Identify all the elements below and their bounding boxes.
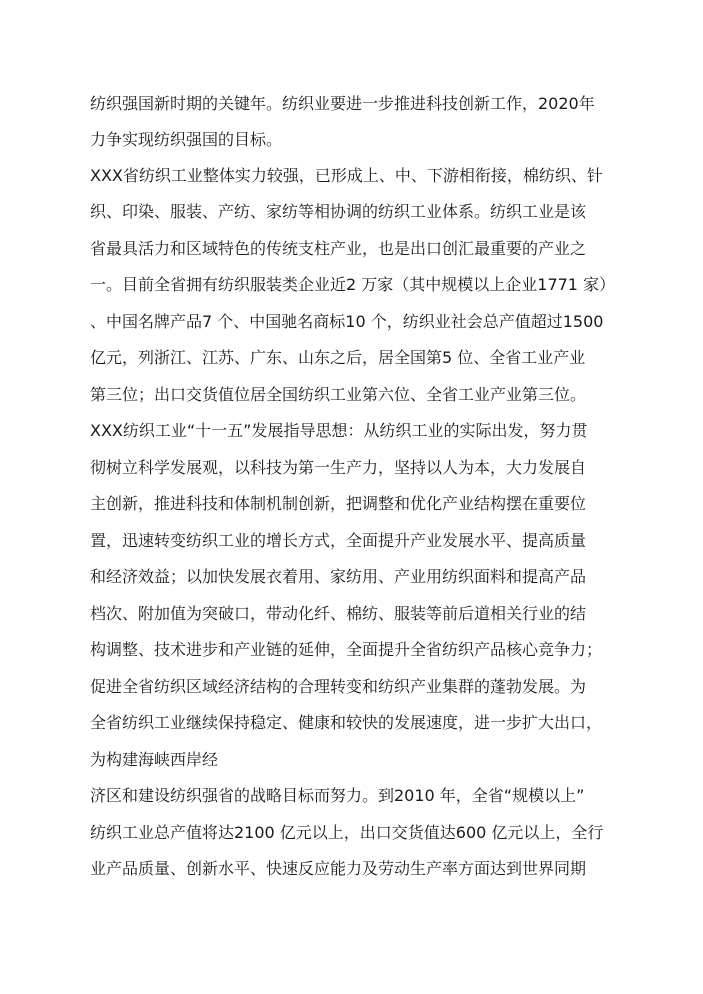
text-line: 业产品质量、创新水平、快速反应能力及劳动生产率方面达到世界同期 xyxy=(90,859,587,878)
text-line: XXX纺织工业“十一五”发展指导思想：从纺织工业的实际出发，努力贯 xyxy=(90,421,588,440)
text-line: 为构建海峡西岸经 xyxy=(90,750,219,769)
text-line: 纺织工业总产值将达2100 亿元以上，出口交货值达600 亿元以上，全行 xyxy=(90,823,604,842)
text-line: 一。目前全省拥有纺织服装类企业近2 万家（其中规模以上企业1771 家） xyxy=(90,275,616,294)
text-line: XXX省纺织工业整体实力较强，已形成上、中、下游相衔接，棉纺织、针 xyxy=(90,166,603,185)
text-line: 济区和建设纺织强省的战略目标而努力。到2010 年，全省“规模以上” xyxy=(90,786,585,805)
text-line: 力争实现纺织强国的目标。 xyxy=(90,130,283,149)
text-line: 织、印染、服装、产纺、家纺等相协调的纺织工业体系。纺织工业是该 xyxy=(90,202,587,221)
text-line: 全省纺织工业继续保持稳定、健康和较快的发展速度，进一步扩大出口， xyxy=(90,713,603,732)
text-line: 彻树立科学发展观，以科技为第一生产力，坚持以人为本，大力发展自 xyxy=(90,458,587,477)
text-line: 纺织强国新时期的关键年。纺织业要进一步推进科技创新工作，2020年 xyxy=(90,94,595,113)
text-line: 构调整、技术进步和产业链的延伸，全面提升全省纺织产品核心竞争力； xyxy=(90,640,603,659)
text-line: 促进全省纺织区域经济结构的合理转变和纺织产业集群的蓬勃发展。为 xyxy=(90,677,587,696)
text-line: 主创新，推进科技和体制机制创新，把调整和优化产业结构摆在重要位 xyxy=(90,494,587,513)
text-line: 第三位；出口交货值位居全国纺织工业第六位、全省工业产业第三位。 xyxy=(90,385,587,404)
text-line: 、中国名牌产品7 个、中国驰名商标10 个，纺织业社会总产值超过1500 xyxy=(90,312,604,331)
text-line: 亿元，列浙江、江苏、广东、山东之后，居全国第5 位、全省工业产业 xyxy=(90,348,586,367)
text-line: 置，迅速转变纺织工业的增长方式，全面提升产业发展水平、提高质量 xyxy=(90,531,587,550)
text-line: 省最具活力和区域特色的传统支柱产业，也是出口创汇最重要的产业之 xyxy=(90,239,587,258)
text-line: 档次、附加值为突破口，带动化纤、棉纺、服装等前后道相关行业的结 xyxy=(90,604,587,623)
text-line: 和经济效益；以加快发展衣着用、家纺用、产业用纺织面料和提高产品 xyxy=(90,567,587,586)
